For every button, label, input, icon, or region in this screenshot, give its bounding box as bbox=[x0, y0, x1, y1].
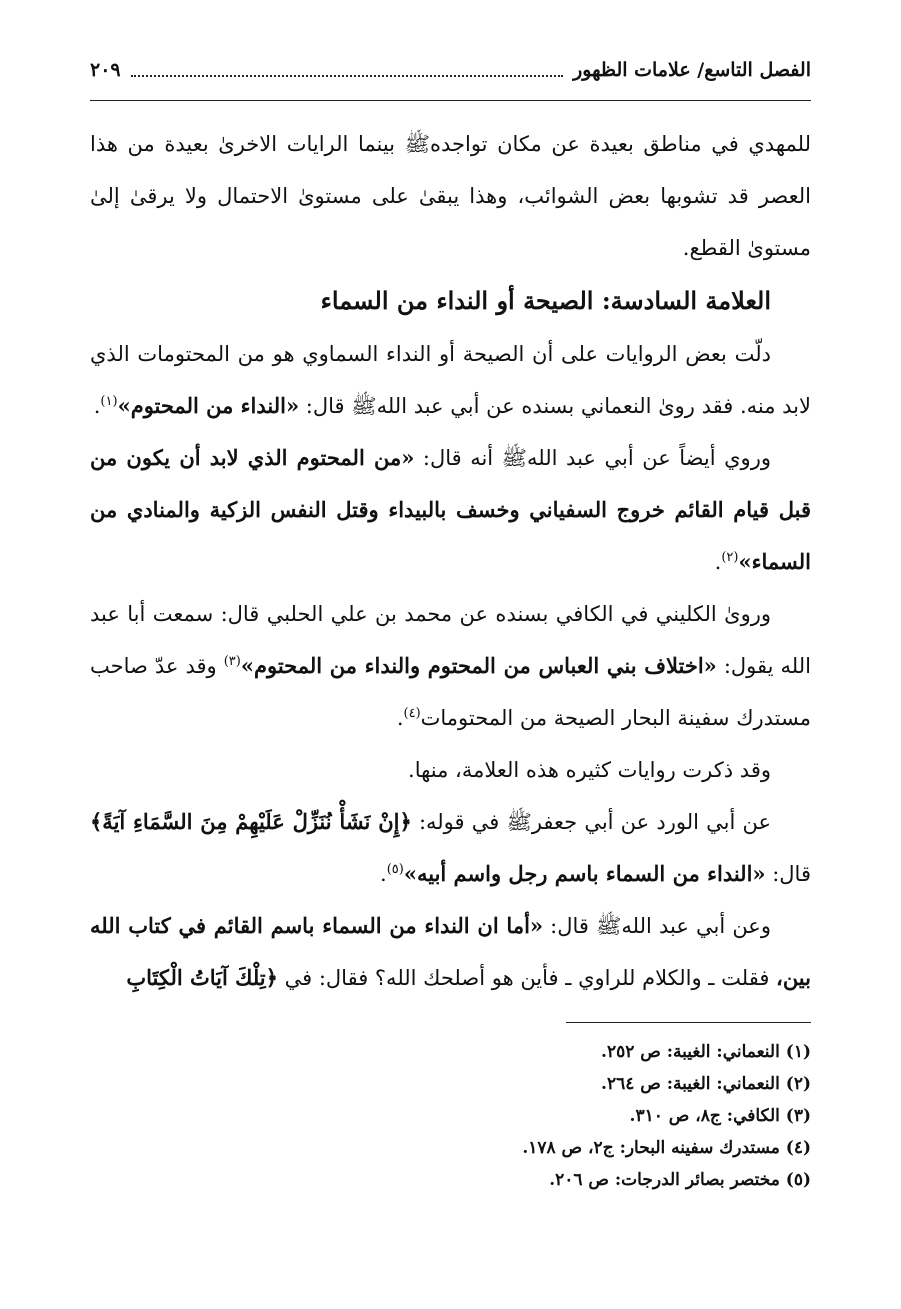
paragraph-6-text-2: قال: bbox=[765, 862, 811, 886]
paragraph-3-text: وروي أيضاً عن أبي عبد اللهﷺ أنه قال: bbox=[414, 446, 771, 470]
paragraph-7 bbox=[90, 900, 811, 1004]
paragraph-3: وروي أيضاً عن أبي عبد اللهﷺ أنه قال: «من المحتوم الذي لابد أن يكون من قبل قيام القائم خروج السفياني وخسف بالبيداء وقتل النفس الزكية والمنادي من السماء»$^{(٢)}$. bbox=[90, 445, 811, 574]
footnote-1: (١) النعماني: الغيبة: ص ٢٥٢. bbox=[601, 1042, 811, 1062]
footnote-ref-3: (٣) bbox=[223, 654, 241, 669]
paragraph-2: دلّت بعض الروايات على أن الصيحة أو النداء السماوي هو من المحتومات الذي لابد منه. فقد روىٰ النعماني بسنده عن أبي عبد اللهﷺ قال: «النداء من المحتوم»$^{(١)}$. bbox=[90, 342, 811, 418]
chapter-title: الفصل التاسع/ علامات الظهور bbox=[573, 59, 811, 81]
paragraph-4: وروىٰ الكليني في الكافي بسنده عن محمد بن علي الحلبي قال: سمعت أبا عبد الله يقول: «اختلاف بني العباس من المحتوم والنداء من المحتوم»$^{(٣)}$ وقد عدّ صاحب مستدرك سفينة البحار الصيحة من المحتومات$^{(٤)}$. bbox=[90, 602, 811, 730]
paragraph-6-quote: «النداء من السماء باسم رجل واسم أبيه» bbox=[403, 861, 766, 886]
paragraph-5: وقد ذكرت روايات كثيره هذه العلامة، منها. bbox=[408, 758, 771, 782]
header-rule bbox=[90, 100, 811, 101]
footnote-3: (٣) الكافي: ج٨، ص ٣١٠. bbox=[629, 1106, 811, 1126]
footnote-ref-4: (٤) bbox=[403, 706, 421, 721]
quran-verse-1: ﴿إِنْ نَشَأْ نُنَزِّلْ عَلَيْهِمْ مِنَ السَّمَاءِ آيَةً﴾ bbox=[90, 809, 412, 834]
paragraph-4-text: وروىٰ الكليني في الكافي بسنده عن محمد بن علي الحلبي قال: سمعت أبا عبد الله يقول: bbox=[90, 602, 811, 678]
body-text bbox=[90, 118, 811, 1004]
paragraph-2-quote: «النداء من المحتوم» bbox=[117, 393, 300, 418]
footnote-rule bbox=[566, 1022, 811, 1023]
quran-verse-2: ﴿تِلْكَ آيَاتُ الْكِتَابِ bbox=[126, 965, 278, 990]
paragraph-6-text: عن أبي الورد عن أبي جعفرﷺ في قوله: bbox=[411, 810, 771, 834]
paragraph-1: للمهدي في مناطق بعيدة عن مكان تواجدهﷺ بينما الرايات الاخرىٰ بعيدة من هذا العصر قد تشوبها بعض الشوائب، وهذا يبقىٰ على مستوىٰ الاحتمال ولا يرقىٰ إلىٰ مستوىٰ القطع. bbox=[90, 132, 811, 260]
page-number: ٢٠٩ bbox=[90, 59, 121, 81]
footnote-5: (٥) مختصر بصائر الدرجات: ص ٢٠٦. bbox=[549, 1170, 811, 1190]
paragraph-2-text: دلّت بعض الروايات على أن الصيحة أو النداء السماوي هو من المحتومات الذي لابد منه. فقد روىٰ النعماني بسنده عن أبي عبد اللهﷺ قال: bbox=[90, 342, 811, 418]
footnotes bbox=[211, 1036, 811, 1196]
footnote-2: (٢) النعماني: الغيبة: ص ٢٦٤. bbox=[601, 1074, 811, 1094]
footnote-4: (٤) مستدرك سفينه البحار: ج٢، ص ١٧٨. bbox=[522, 1138, 811, 1158]
paragraph-4-text-2: وقد عدّ صاحب مستدرك سفينة البحار الصيحة من المحتومات bbox=[90, 654, 811, 730]
paragraph-7-text: وعن أبي عبد اللهﷺ قال: bbox=[543, 914, 771, 938]
dot-leader bbox=[131, 75, 563, 77]
paragraph-7-quote: «أما ان النداء من السماء باسم القائم في كتاب الله بين، bbox=[90, 913, 811, 990]
footnote-ref-2: (٢) bbox=[721, 550, 739, 565]
paragraph-4-quote: «اختلاف بني العباس من المحتوم والنداء من المحتوم» bbox=[240, 653, 717, 678]
paragraph-7-text-2: فقلت ـ والكلام للراوي ـ فأين هو أصلحك الله؟ فقال: في bbox=[277, 966, 777, 990]
paragraph-3-quote: «من المحتوم الذي لابد أن يكون من قبل قيام القائم خروج السفياني وخسف بالبيداء وقتل النفس الزكية والمنادي من السماء» bbox=[90, 445, 811, 574]
section-heading: العلامة السادسة: الصيحة أو النداء من السماء bbox=[320, 286, 771, 315]
running-header bbox=[90, 52, 811, 88]
paragraph-6: عن أبي الورد عن أبي جعفرﷺ في قوله: ﴿إِنْ نَشَأْ نُنَزِّلْ عَلَيْهِمْ مِنَ السَّمَاءِ آيَةً﴾ قال: «النداء من السماء باسم رجل واسم أبيه»$^{(٥)}$. bbox=[90, 809, 811, 886]
footnote-ref-5: (٥) bbox=[386, 862, 404, 877]
footnote-ref-1: (١) bbox=[100, 394, 118, 409]
